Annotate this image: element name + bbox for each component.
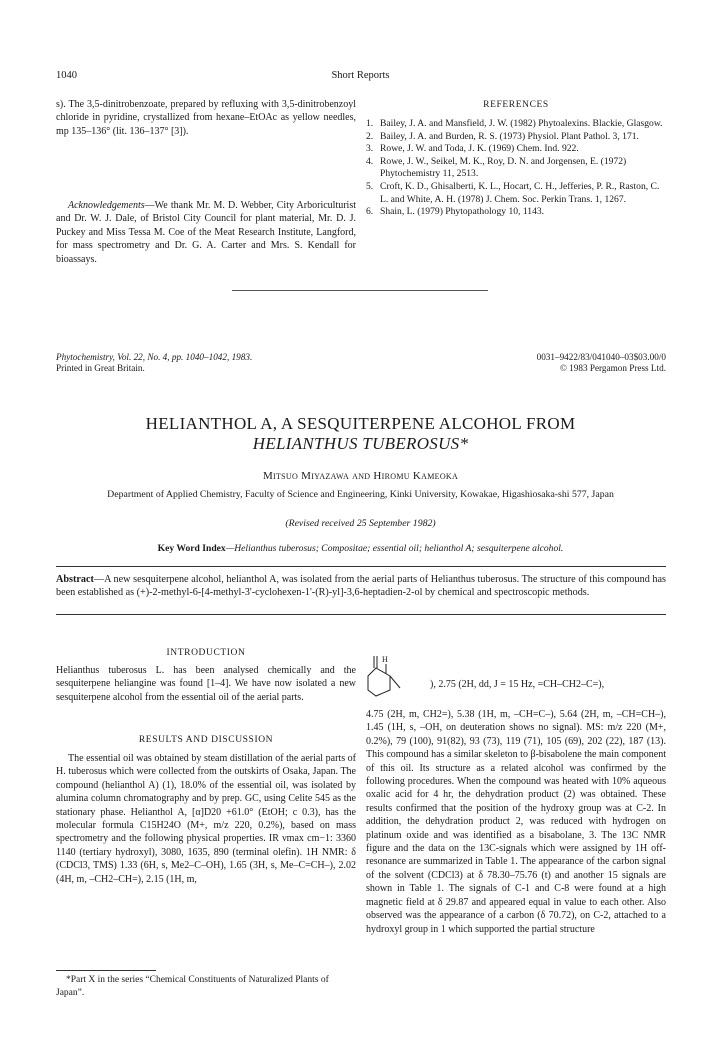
ack-text: —We thank Mr. M. D. Webber, City Arboriculturist and Dr. W. J. Dale, of Bristol City Council for plant material, Mr. D. J. Puckey and Miss Tessa M. Coe of the Meat Research Institute, Langford, for mass spectrometry and Dr. G. A. Carter and Mrs. S. Kendall for bioassays. [56, 200, 356, 265]
results-text-continued: 4.75 (2H, m, CH2=), 5.38 (1H, m, –CH=C–), 5.64 (2H, m, –CH=CH–), 1.45 (1H, s, –OH, on deuteration shows no signal). MS: m/z 220 (M+, 0.2%), 79 (100), 91(82), 93 (73), 119 (71), 105 (69), 202 (22), 187 (13). This compound has a similar skeleton to β-bisabolene the main component of this oil. Its structure as a related alcohol was confirmed by the following procedures. When the compound was heated with 10% aqueous oxalic acid for 4 hr, the dehydration product (2) was obtained. These results confirmed that the position of the hydroxy group was at C-2. In addition, the dehydration product 2, was reduced with hydrogen on platinum oxide and was identified as a bisabolane, 3. The 13C NMR figure and the data on the 13C-signals which were assigned by 1H off-resonance are summarized in Table 1. The appearance of the carbon signal of the solvent (CDCl3) at δ 78.30–75.76 (t) and another 15 signals are shown in Table 1. The signals of C-1 and C-8 were found at a high magnetic field at δ 29.87 and appeared equal in value to each other. Also observed was the appearance of a carbon (δ 70.72), on C-2, attached to a hydroxyl group in 1 which supported the partial structure [366, 709, 666, 935]
ack-label: Acknowledgements [68, 200, 145, 211]
acknowledgements [56, 199, 356, 266]
abstract-rule-top [56, 566, 666, 567]
reference-item: 2. Bailey, J. A. and Burden, R. S. (1973) Physiol. Plant Pathol. 3, 171. [366, 130, 639, 142]
revised-date: (Revised received 25 September 1982) [285, 518, 436, 529]
references-list [366, 118, 666, 219]
abstract-text: —A new sesquiterpene alcohol, helianthol A, was isolated from the aerial parts of Helianthus tuberosus. The structure of this compound has been established as (+)-2-methyl-6-[4-methyl-3'-cyclohexen-1'-(R)-yl]-3,6-heptadien-2-ol by chemical and spectroscopic methods. [56, 574, 666, 599]
journal-citation: Phytochemistry, Vol. 22, No. 4, pp. 1040–1042, 1983. [56, 352, 253, 362]
reference-item: 4. Rowe, J. W., Seikel, M. K., Roy, D. N. and Jorgensen, E. (1972) Phytochemistry 11, 2513. [366, 155, 627, 180]
article-title-line1: HELIANTHOL A, A SESQUITERPENE ALCOHOL FROM [145, 414, 576, 433]
copyright: © 1983 Pergamon Press Ltd. [559, 363, 666, 373]
results-heading: RESULTS AND DISCUSSION [138, 735, 274, 745]
references-heading: REFERENCES [483, 100, 549, 110]
results-text: The essential oil was obtained by steam distillation of the aerial parts of H. tuberosus which were collected from the outskirts of Osaka, Japan. The compound (helianthol A) (1), 18.0% of the essential oil, was isolated by alumina column chromatography and by prep. GC, using Celite 545 as the stationary phase. Helianthol A, [α]D20 +61.0° (EtOH; c 0.3), has the molecular formula C15H24O (M+, m/z 220, 0.2%), based on mass spectrometry and the following physical properties. IR νmax cm−1: 3360 1140 (tertiary hydroxyl), 3080, 1635, 890 (terminal olefin). 1H NMR: δ (CDCl3, TMS) 1.33 (6H, s, Me2–C–OH), 1.65 (3H, s, Me–C=CH–), 2.02 (4H, m, –CH2–CH=), 2.15 (1H, m, [56, 753, 356, 885]
introduction-text: Helianthus tuberosus L. has been analysed chemically and the sesquiterpene heliangine was found [1–4]. We have now isolated a new sesquiterpene alcohol from the essential oil of the aerial parts. [56, 665, 356, 703]
prev-article-paragraph: s). The 3,5-dinitrobenzoate, prepared by refluxing with 3,5-dinitrobenzoyl chloride in pyridine, crystallized from hexane–EtOAc as yellow needles, mp 135–136° (lit. 136–137° [3]). [56, 99, 356, 137]
structure-h-label: H [382, 655, 388, 664]
partial-structure-drawing [366, 652, 426, 702]
article-title-line2: HELIANTHUS TUBEROSUS* [252, 434, 469, 453]
reference-item: 6. Shain, L. (1979) Phytopathology 10, 1143. [366, 206, 545, 218]
keywords-label: Key Word Index [157, 543, 226, 554]
introduction-heading: INTRODUCTION [166, 648, 246, 658]
authors: Mitsuo Miyazawa and Hiromu Kameoka [262, 470, 459, 482]
abstract-label: Abstract [56, 574, 94, 585]
footnote-rule [56, 970, 156, 971]
page-number: 1040 [56, 70, 77, 81]
nmr-continuation-line: ), 2.75 (2H, dd, J = 15 Hz, =CH–CH2–C=), [430, 679, 605, 690]
reference-item: 3. Rowe, J. W. and Toda, J. K. (1969) Chem. Ind. 922. [366, 143, 579, 155]
abstract [56, 573, 666, 600]
keywords: —Helianthus tuberosus; Compositae; essential oil; helianthol A; sesquiterpene alcohol. [225, 543, 564, 554]
footnote: *Part X in the series “Chemical Constituents of Naturalized Plants of Japan”. [56, 975, 329, 998]
reference-item: 5. Croft, K. D., Ghisalberti, K. L., Hocart, C. H., Jefferies, P. R., Raston, C. L. and White, A. H. (1978) J. Chem. Soc. Perkin Trans. 1, 1267. [366, 180, 660, 205]
end-rule [232, 290, 488, 291]
printed-in: Printed in Great Britain. [56, 363, 145, 373]
affiliation: Department of Applied Chemistry, Faculty of Science and Engineering, Kinki University, Kowakae, Higashiosaka-shi 577, Japan [107, 489, 614, 500]
key-word-index [0, 543, 721, 554]
reference-item: 1. Bailey, J. A. and Mansfield, J. W. (1982) Phytoalexins. Blackie, Glasgow. [366, 118, 663, 129]
journal-code: 0031–9422/83/041040–03$03.00/0 [536, 352, 666, 362]
running-title: Short Reports [331, 70, 390, 81]
abstract-rule-bottom [56, 614, 666, 615]
